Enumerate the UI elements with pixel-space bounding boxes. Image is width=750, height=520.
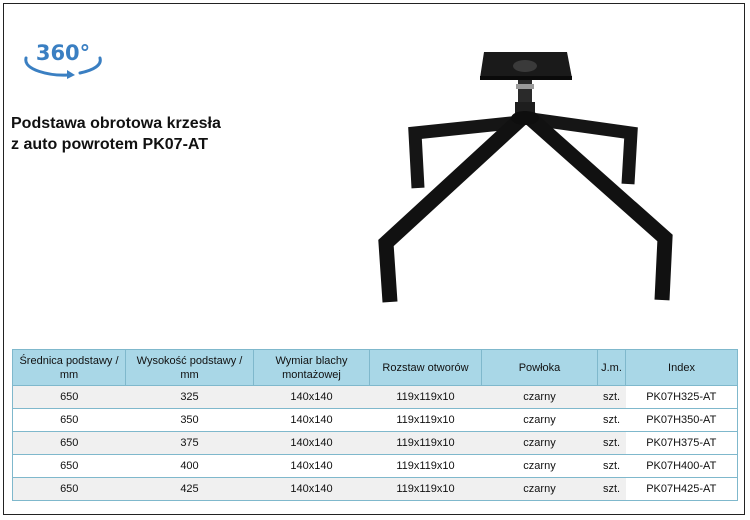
cell-plate-size: 140x140 — [254, 432, 370, 455]
cell-index: PK07H425-AT — [626, 478, 738, 501]
cell-hole-spacing: 119x119x10 — [370, 409, 482, 432]
rotate-360-icon — [20, 36, 106, 80]
table-header-row — [13, 350, 738, 386]
product-title — [11, 113, 311, 155]
column-header-unit: J.m. — [598, 350, 626, 386]
cell-unit: szt. — [598, 432, 626, 455]
cell-hole-spacing: 119x119x10 — [370, 455, 482, 478]
cell-plate-size: 140x140 — [254, 409, 370, 432]
spec-table — [12, 349, 738, 501]
cell-hole-spacing: 119x119x10 — [370, 386, 482, 409]
product-title-line-1: Podstawa obrotowa krzesła — [11, 115, 221, 132]
table-row — [13, 432, 738, 455]
cell-coating: czarny — [482, 386, 598, 409]
product-title-line-2: z auto powrotem PK07-AT — [11, 136, 209, 153]
cell-height: 350 — [126, 409, 254, 432]
chair-base-image — [370, 45, 690, 310]
column-header-plate-size: Wymiar blachy montażowej — [254, 350, 370, 386]
cell-height: 425 — [126, 478, 254, 501]
cell-height: 325 — [126, 386, 254, 409]
cell-diameter: 650 — [13, 432, 126, 455]
cell-plate-size: 140x140 — [254, 386, 370, 409]
column-header-height: Wysokość podstawy / mm — [126, 350, 254, 386]
table-row — [13, 455, 738, 478]
cell-height: 375 — [126, 432, 254, 455]
cell-index: PK07H375-AT — [626, 432, 738, 455]
column-header-diameter: Średnica podstawy / mm — [13, 350, 126, 386]
column-header-coating: Powłoka — [482, 350, 598, 386]
cell-coating: czarny — [482, 409, 598, 432]
cell-diameter: 650 — [13, 455, 126, 478]
column-header-index: Index — [626, 350, 738, 386]
cell-diameter: 650 — [13, 478, 126, 501]
cell-plate-size: 140x140 — [254, 455, 370, 478]
column-header-hole-spacing: Rozstaw otworów — [370, 350, 482, 386]
badge-360-text: 360° — [35, 41, 91, 65]
table-row — [13, 386, 738, 409]
cell-diameter: 650 — [13, 386, 126, 409]
cell-height: 400 — [126, 455, 254, 478]
cell-index: PK07H400-AT — [626, 455, 738, 478]
cell-unit: szt. — [598, 455, 626, 478]
cell-hole-spacing: 119x119x10 — [370, 478, 482, 501]
cell-coating: czarny — [482, 478, 598, 501]
cell-plate-size: 140x140 — [254, 478, 370, 501]
table-row — [13, 478, 738, 501]
cell-hole-spacing: 119x119x10 — [370, 432, 482, 455]
cell-unit: szt. — [598, 478, 626, 501]
cell-coating: czarny — [482, 455, 598, 478]
cell-diameter: 650 — [13, 409, 126, 432]
cell-index: PK07H350-AT — [626, 409, 738, 432]
cell-coating: czarny — [482, 432, 598, 455]
cell-unit: szt. — [598, 386, 626, 409]
cell-index: PK07H325-AT — [626, 386, 738, 409]
table-row — [13, 409, 738, 432]
cell-unit: szt. — [598, 409, 626, 432]
